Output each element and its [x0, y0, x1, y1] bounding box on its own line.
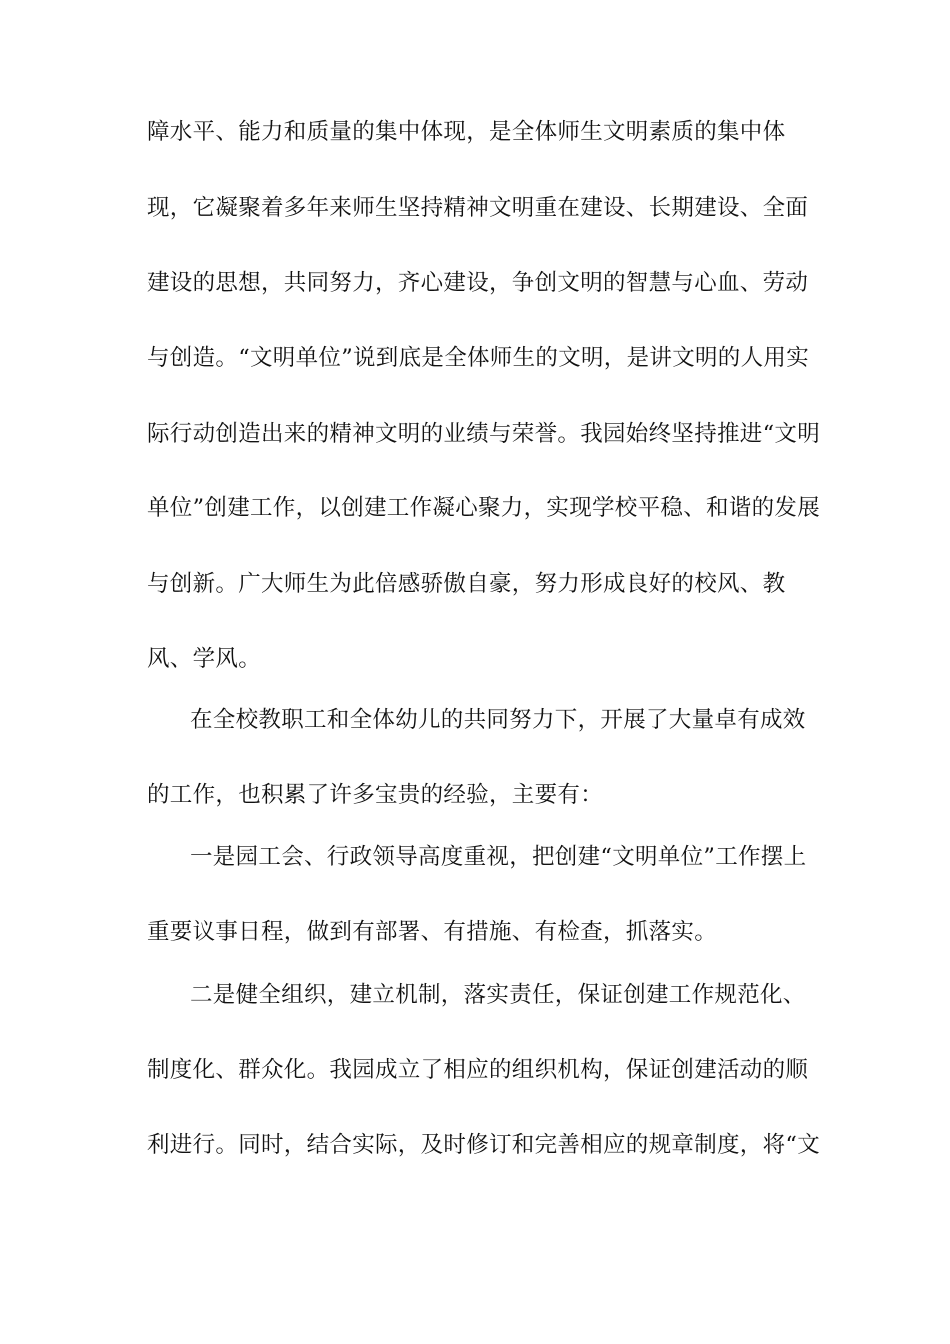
text-line: 障水平、能力和质量的集中体现，是全体师生文明素质的集中体 [147, 119, 786, 145]
text-line: 制度化、群众化。我园成立了相应的组织机构，保证创建活动的顺 [147, 1057, 809, 1083]
text-line: 际行动创造出来的精神文明的业绩与荣誉。我园始终坚持推进“文明 [147, 421, 821, 447]
paragraph-first-line: 在全校教职工和全体幼儿的共同努力下，开展了大量卓有成效 [190, 707, 806, 733]
paragraph-first-line: 一是园工会、行政领导高度重视，把创建“文明单位”工作摆上 [190, 844, 807, 870]
text-line: 现，它凝聚着多年来师生坚持精神文明重在建设、长期建设、全面 [147, 195, 809, 221]
text-line: 与创新。广大师生为此倍感骄傲自豪，努力形成良好的校风、教 [147, 571, 786, 597]
text-line: 重要议事日程，做到有部署、有措施、有检查，抓落实。 [147, 919, 718, 945]
text-line: 利进行。同时，结合实际，及时修订和完善相应的规章制度，将“文 [147, 1132, 821, 1158]
text-line: 单位”创建工作，以创建工作凝心聚力，实现学校平稳、和谐的发展 [147, 495, 821, 521]
text-line: 建设的思想，共同努力，齐心建设，争创文明的智慧与心血、劳动 [147, 270, 809, 296]
text-line: 的工作，也积累了许多宝贵的经验，主要有： [147, 782, 604, 808]
text-line: 与创造。“文明单位”说到底是全体师生的文明，是讲文明的人用实 [147, 345, 810, 371]
text-line: 风、学风。 [147, 646, 262, 672]
paragraph-first-line: 二是健全组织，建立机制，落实责任，保证创建工作规范化、 [190, 982, 806, 1008]
